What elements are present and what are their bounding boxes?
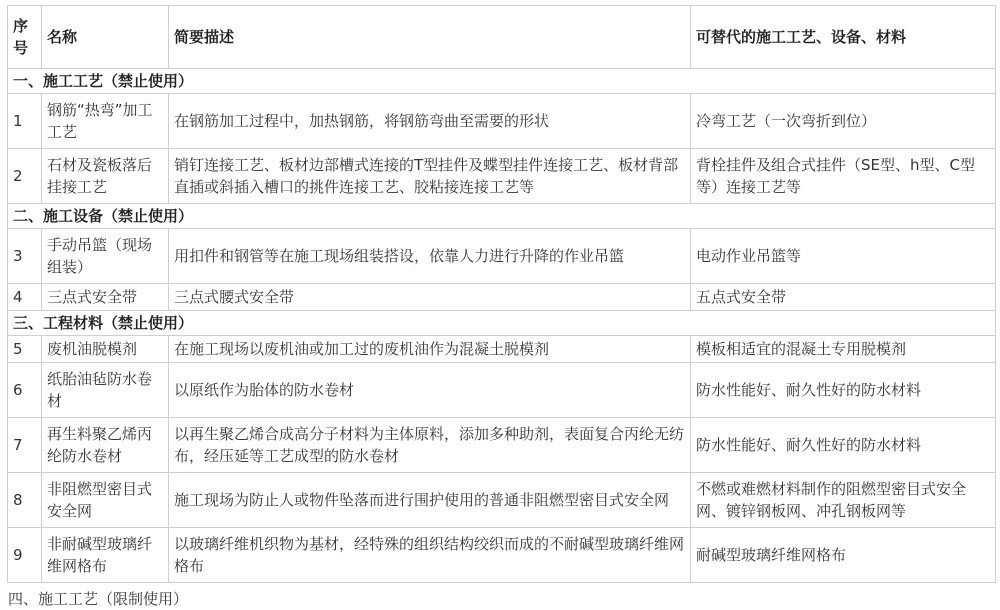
row-no: 1 (8, 94, 42, 149)
row-description: 以原纸作为胎体的防水卷材 (169, 363, 691, 418)
table-row (8, 336, 996, 363)
header-name: 名称 (42, 6, 169, 69)
table-row (8, 284, 996, 311)
row-description: 施工现场为防止人或物件坠落而进行围护使用的普通非阻燃型密目式安全网 (169, 473, 691, 528)
row-alternative: 电动作业吊篮等 (691, 229, 996, 284)
row-name: 再生料聚乙烯丙纶防水卷材 (42, 418, 169, 473)
row-description: 销钉连接工艺、板材边部槽式连接的T型挂件及蝶型挂件连接工艺、板材背部直插或斜插入槽口的挑件连接工艺、胶粘接连接工艺等 (169, 149, 691, 204)
table-row (8, 149, 996, 204)
row-description: 在钢筋加工过程中，加热钢筋，将钢筋弯曲至需要的形状 (169, 94, 691, 149)
row-description: 用扣件和钢管等在施工现场组装搭设，依靠人力进行升降的作业吊篮 (169, 229, 691, 284)
row-alternative: 不燃或难燃材料制作的阻燃型密目式安全网、镀锌钢板网、冲孔钢板网等 (691, 473, 996, 528)
section-row-process (8, 69, 996, 94)
header-description: 简要描述 (169, 6, 691, 69)
row-alternative: 耐碱型玻璃纤维网格布 (691, 528, 996, 583)
row-name: 非阻燃型密目式安全网 (42, 473, 169, 528)
row-name: 纸胎油毡防水卷材 (42, 363, 169, 418)
section-row-equipment (8, 204, 996, 229)
row-no: 3 (8, 229, 42, 284)
row-no: 6 (8, 363, 42, 418)
row-description: 三点式腰式安全带 (169, 284, 691, 311)
header-no: 序号 (8, 6, 42, 69)
table-row (8, 418, 996, 473)
row-alternative: 背栓挂件及组合式挂件（SE型、h型、C型等）连接工艺等 (691, 149, 996, 204)
restricted-items-table (7, 5, 996, 583)
table-row (8, 528, 996, 583)
row-description: 以再生聚乙烯合成高分子材料为主体原料，添加多种助剂，表面复合丙纶无纺布，经压延等工艺成型的防水卷材 (169, 418, 691, 473)
section-title: 一、施工工艺（禁止使用） (8, 69, 996, 94)
row-description: 以玻璃纤维机织物为基材，经特殊的组织结构绞织而成的不耐碱型玻璃纤维网格布 (169, 528, 691, 583)
row-name: 废机油脱模剂 (42, 336, 169, 363)
row-name: 石材及瓷板落后挂接工艺 (42, 149, 169, 204)
section-title: 三、工程材料（禁止使用） (8, 311, 996, 336)
row-description: 在施工现场以废机油或加工过的废机油作为混凝土脱模剂 (169, 336, 691, 363)
section-row-materials (8, 311, 996, 336)
row-alternative: 防水性能好、耐久性好的防水材料 (691, 363, 996, 418)
row-alternative: 防水性能好、耐久性好的防水材料 (691, 418, 996, 473)
row-no: 2 (8, 149, 42, 204)
row-alternative: 五点式安全带 (691, 284, 996, 311)
row-no: 9 (8, 528, 42, 583)
table-row (8, 363, 996, 418)
row-name: 钢筋“热弯”加工工艺 (42, 94, 169, 149)
row-alternative: 模板相适宜的混凝土专用脱模剂 (691, 336, 996, 363)
row-no: 4 (8, 284, 42, 311)
row-no: 5 (8, 336, 42, 363)
table-row (8, 94, 996, 149)
row-name: 三点式安全带 (42, 284, 169, 311)
header-alternative: 可替代的施工工艺、设备、材料 (691, 6, 996, 69)
row-name: 非耐碱型玻璃纤维网格布 (42, 528, 169, 583)
row-no: 7 (8, 418, 42, 473)
table-row (8, 229, 996, 284)
table-row (8, 473, 996, 528)
table-header-row (8, 6, 996, 69)
next-section-heading: 四、施工工艺（限制使用） (8, 590, 189, 608)
row-alternative: 冷弯工艺（一次弯折到位） (691, 94, 996, 149)
row-name: 手动吊篮（现场组装） (42, 229, 169, 284)
section-title: 二、施工设备（禁止使用） (8, 204, 996, 229)
row-no: 8 (8, 473, 42, 528)
